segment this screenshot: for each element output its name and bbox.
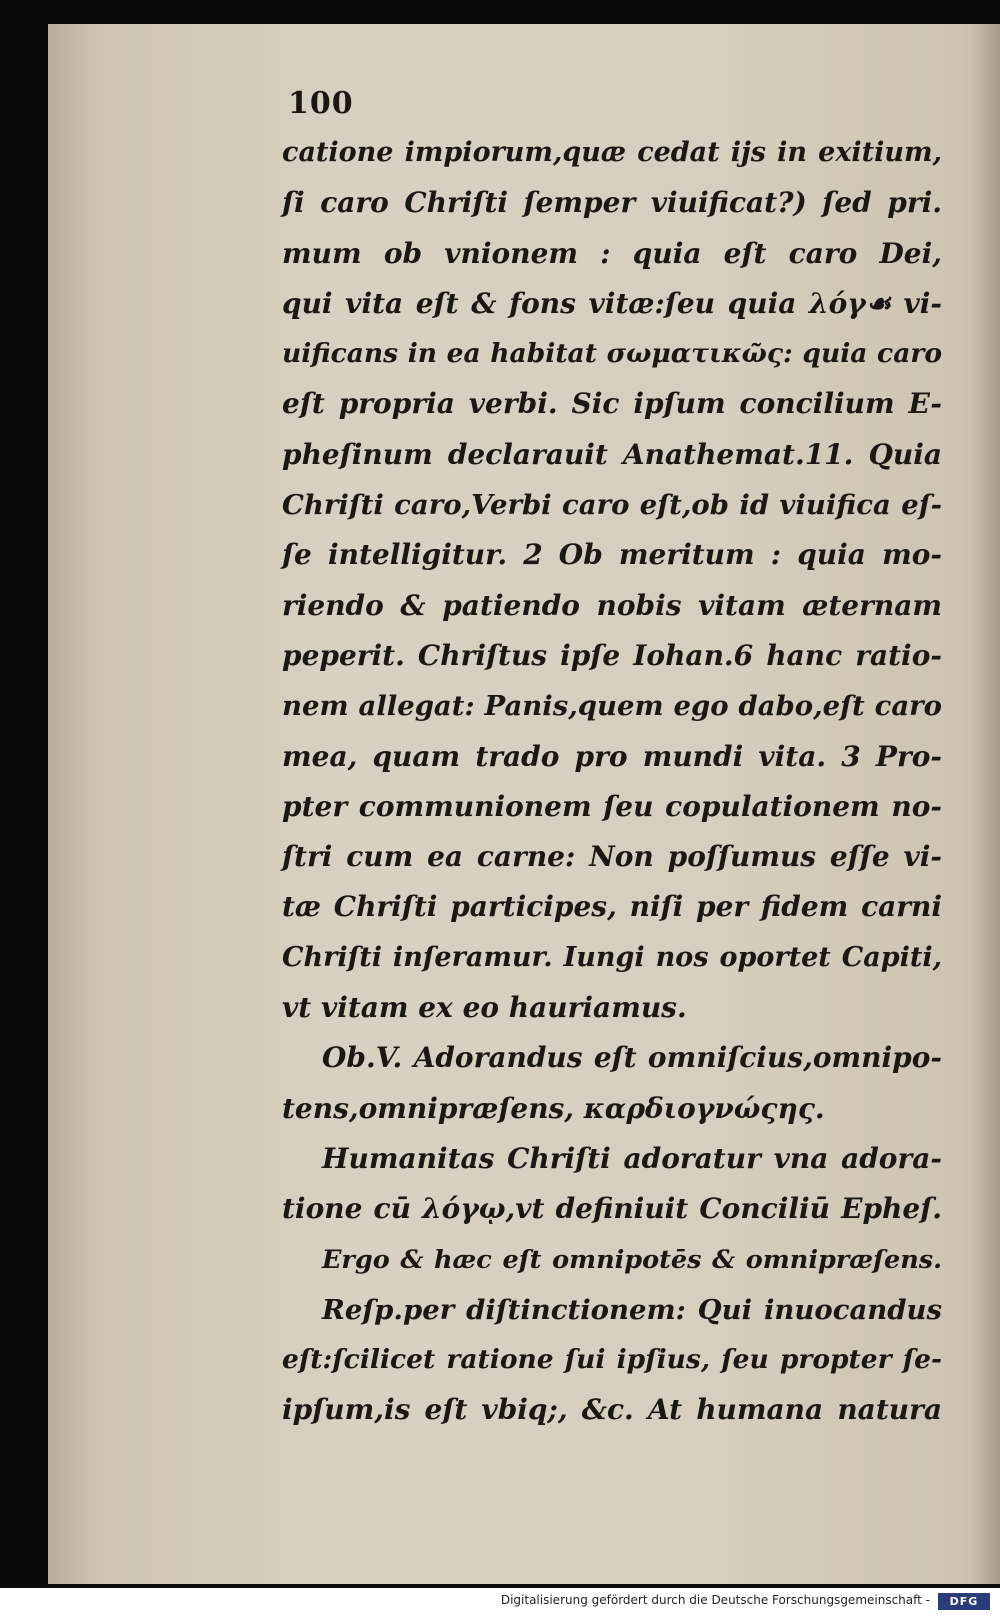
text-line: pter communionem ſeu copulationem no- <box>282 789 942 823</box>
text-line: ipſum,is eſt vbiq;, &c. At humana natura <box>282 1393 942 1427</box>
text-line: vt vitam ex eo hauriamus. <box>282 991 687 1025</box>
page-edge-shadow <box>970 24 1000 1584</box>
text-line: Reſp.per diſtinctionem: Qui inuocandus <box>322 1293 942 1326</box>
footer-credit: Digitalisierung gefördert durch die Deutsche Forschungsgemeinschaft - <box>500 1593 930 1607</box>
page-number: 100 <box>288 86 354 121</box>
digitization-footer <box>0 1588 1000 1616</box>
text-line: eſt:ſcilicet ratione ſui ipſius, ſeu propter ſe- <box>282 1344 942 1376</box>
text-line: riendo & patiendo nobis vitam æternam <box>282 588 942 622</box>
text-line: tione cū λόγῳ,vt definiuit Conciliū Epheſ. <box>282 1192 942 1226</box>
text-line: ſi caro Chriſti ſemper viuificat?) ſed pri. <box>282 186 942 220</box>
text-line: Chriſti inſeramur. Iungi nos oportet Capiti, <box>282 941 942 973</box>
text-line: mea, quam trado pro mundi vita. 3 Pro- <box>282 739 942 773</box>
text-line: ſe intelligitur. 2 Ob meritum : quia mo- <box>282 538 942 572</box>
text-line: ſtri cum ea carne: Non poſſumus eſſe vi- <box>282 840 942 874</box>
text-line: Chriſti caro,Verbi caro eſt,ob id viuifica eſ- <box>282 489 942 522</box>
text-line: pheſinum declarauit Anathemat.11. Quia <box>282 437 942 471</box>
text-line: Ergo & hæc eſt omnipotēs & omnipræſens. <box>322 1244 942 1275</box>
text-line: Ob.V. Adorandus eſt omniſcius,omnipo- <box>322 1041 942 1075</box>
text-line: mum ob vnionem : quia eſt caro Dei, <box>282 236 942 270</box>
text-line: uificans in ea habitat σωματικῶς: quia caro <box>282 338 942 370</box>
book-page <box>48 24 1000 1584</box>
text-line: Humanitas Chriſti adoratur vna adora- <box>322 1141 942 1175</box>
text-line: tæ Chriſti participes, niſi per fidem carni <box>282 890 942 924</box>
text-block <box>282 128 942 1436</box>
text-line: nem allegat: Panis,quem ego dabo,eſt caro <box>282 690 942 723</box>
text-line: qui vita eſt & fons vitæ:ſeu quia λόγ☙ vi- <box>282 286 942 320</box>
text-line: eſt propria verbi. Sic ipſum concilium E- <box>282 387 942 421</box>
text-line: peperit. Chriſtus ipſe Iohan.6 hanc ratio- <box>282 638 942 672</box>
dfg-logo: DFG <box>938 1593 990 1610</box>
text-line: catione impiorum,quæ cedat ijs in exitium, <box>282 137 942 168</box>
text-line: tens,omnipræſens, καρδιογνώςης. <box>282 1091 825 1125</box>
